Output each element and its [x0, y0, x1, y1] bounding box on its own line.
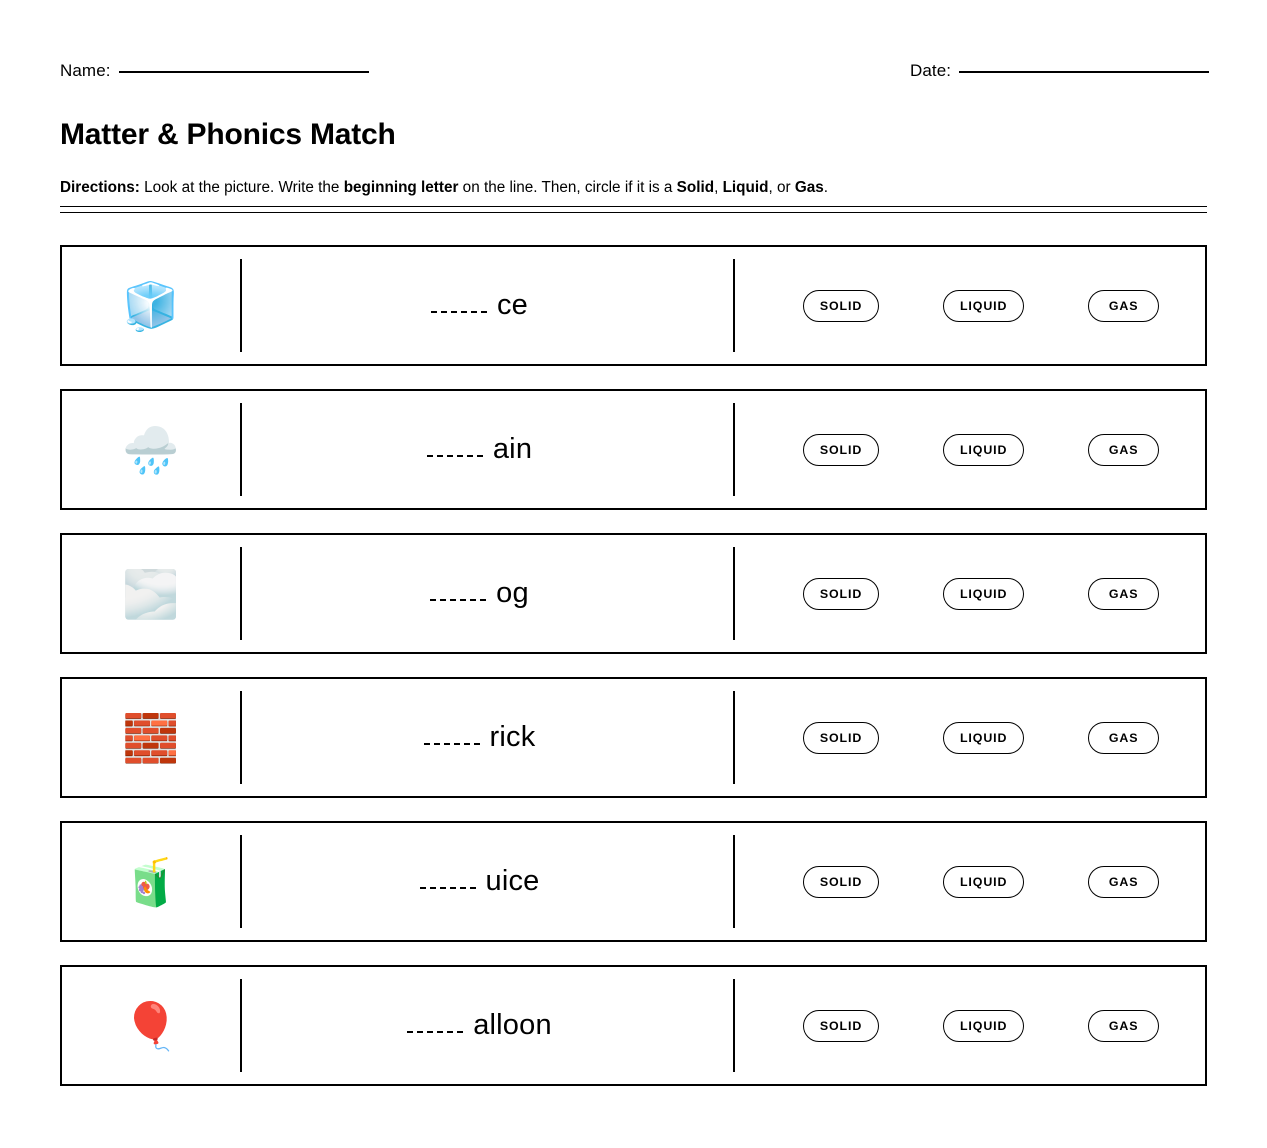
- word-cell[interactable]: [242, 535, 733, 652]
- header-divider: [60, 206, 1207, 213]
- word-cell[interactable]: [242, 823, 733, 940]
- word-cell[interactable]: [242, 679, 733, 796]
- letter-blank[interactable]: [424, 743, 480, 745]
- state-choices: [735, 535, 1205, 652]
- choice-gas[interactable]: GAS: [1088, 722, 1159, 754]
- date-write-line[interactable]: [959, 71, 1209, 73]
- choice-gas[interactable]: GAS: [1088, 434, 1159, 466]
- state-choices: [735, 679, 1205, 796]
- choice-liquid[interactable]: LIQUID: [943, 866, 1024, 898]
- word-cell[interactable]: [242, 247, 733, 364]
- directions-part-5: .: [823, 179, 828, 196]
- letter-blank[interactable]: [407, 1031, 463, 1033]
- word-ending: alloon: [473, 1009, 552, 1041]
- name-label: Name:: [60, 61, 111, 80]
- choice-gas[interactable]: GAS: [1088, 1010, 1159, 1042]
- page-title: Matter & Phonics Match: [60, 118, 396, 151]
- table-row: [60, 389, 1207, 510]
- directions-part-2: on the line. Then, circle if it is a: [458, 179, 677, 196]
- directions-emphasis-beginning-letter: beginning letter: [343, 179, 459, 196]
- choice-liquid[interactable]: LIQUID: [943, 578, 1024, 610]
- directions-emphasis-gas: Gas: [794, 179, 824, 196]
- directions-part-1: Look at the picture. Write the: [139, 179, 344, 196]
- directions-part-3: ,: [714, 179, 723, 196]
- name-date-header: [60, 56, 1207, 84]
- choice-liquid[interactable]: LIQUID: [943, 290, 1024, 322]
- word-ending: uice: [485, 865, 540, 897]
- balloon-icon: 🎈: [122, 999, 180, 1052]
- directions-text: [60, 179, 828, 197]
- picture-cell: [62, 391, 240, 508]
- rain-cloud-icon: 🌧️: [122, 423, 180, 476]
- letter-blank[interactable]: [427, 455, 483, 457]
- choice-solid[interactable]: SOLID: [803, 722, 879, 754]
- name-write-line[interactable]: [119, 71, 369, 73]
- state-choices: [735, 391, 1205, 508]
- picture-cell: [62, 247, 240, 364]
- word-prompt: [424, 723, 536, 752]
- letter-blank[interactable]: [430, 599, 486, 601]
- word-cell[interactable]: [242, 967, 733, 1084]
- brick-icon: 🧱: [122, 711, 180, 764]
- state-choices: [735, 823, 1205, 940]
- worksheet-rows: [60, 245, 1207, 1109]
- directions-emphasis-liquid: Liquid: [722, 179, 769, 196]
- state-choices: [735, 247, 1205, 364]
- word-prompt: [407, 1011, 552, 1040]
- choice-liquid[interactable]: LIQUID: [943, 722, 1024, 754]
- word-ending: rick: [489, 721, 536, 753]
- word-cell[interactable]: [242, 391, 733, 508]
- word-ending: ce: [496, 289, 529, 321]
- word-ending: ain: [492, 433, 533, 465]
- choice-gas[interactable]: GAS: [1088, 578, 1159, 610]
- choice-gas[interactable]: GAS: [1088, 290, 1159, 322]
- word-prompt: [427, 435, 532, 464]
- date-field[interactable]: [910, 62, 1209, 79]
- fog-icon: 🌫️: [122, 567, 180, 620]
- choice-liquid[interactable]: LIQUID: [943, 434, 1024, 466]
- juice-box-icon: 🧃: [122, 855, 180, 908]
- directions-label: Directions:: [60, 179, 140, 196]
- letter-blank[interactable]: [431, 311, 487, 313]
- picture-cell: [62, 679, 240, 796]
- table-row: [60, 821, 1207, 942]
- word-ending: og: [496, 577, 529, 609]
- picture-cell: [62, 823, 240, 940]
- table-row: [60, 677, 1207, 798]
- name-field[interactable]: [60, 62, 369, 79]
- choice-gas[interactable]: GAS: [1088, 866, 1159, 898]
- choice-solid[interactable]: SOLID: [803, 1010, 879, 1042]
- word-prompt: [420, 867, 540, 896]
- letter-blank[interactable]: [420, 887, 476, 889]
- ice-cube-icon: 🧊: [122, 279, 180, 332]
- picture-cell: [62, 967, 240, 1084]
- directions-part-4: , or: [768, 179, 795, 196]
- choice-solid[interactable]: SOLID: [803, 866, 879, 898]
- choice-solid[interactable]: SOLID: [803, 434, 879, 466]
- state-choices: [735, 967, 1205, 1084]
- picture-cell: [62, 535, 240, 652]
- word-prompt: [430, 579, 529, 608]
- directions-emphasis-solid: Solid: [676, 179, 715, 196]
- table-row: [60, 533, 1207, 654]
- choice-solid[interactable]: SOLID: [803, 290, 879, 322]
- table-row: [60, 965, 1207, 1086]
- choice-solid[interactable]: SOLID: [803, 578, 879, 610]
- word-prompt: [431, 291, 528, 320]
- choice-liquid[interactable]: LIQUID: [943, 1010, 1024, 1042]
- table-row: [60, 245, 1207, 366]
- date-label: Date:: [910, 61, 952, 80]
